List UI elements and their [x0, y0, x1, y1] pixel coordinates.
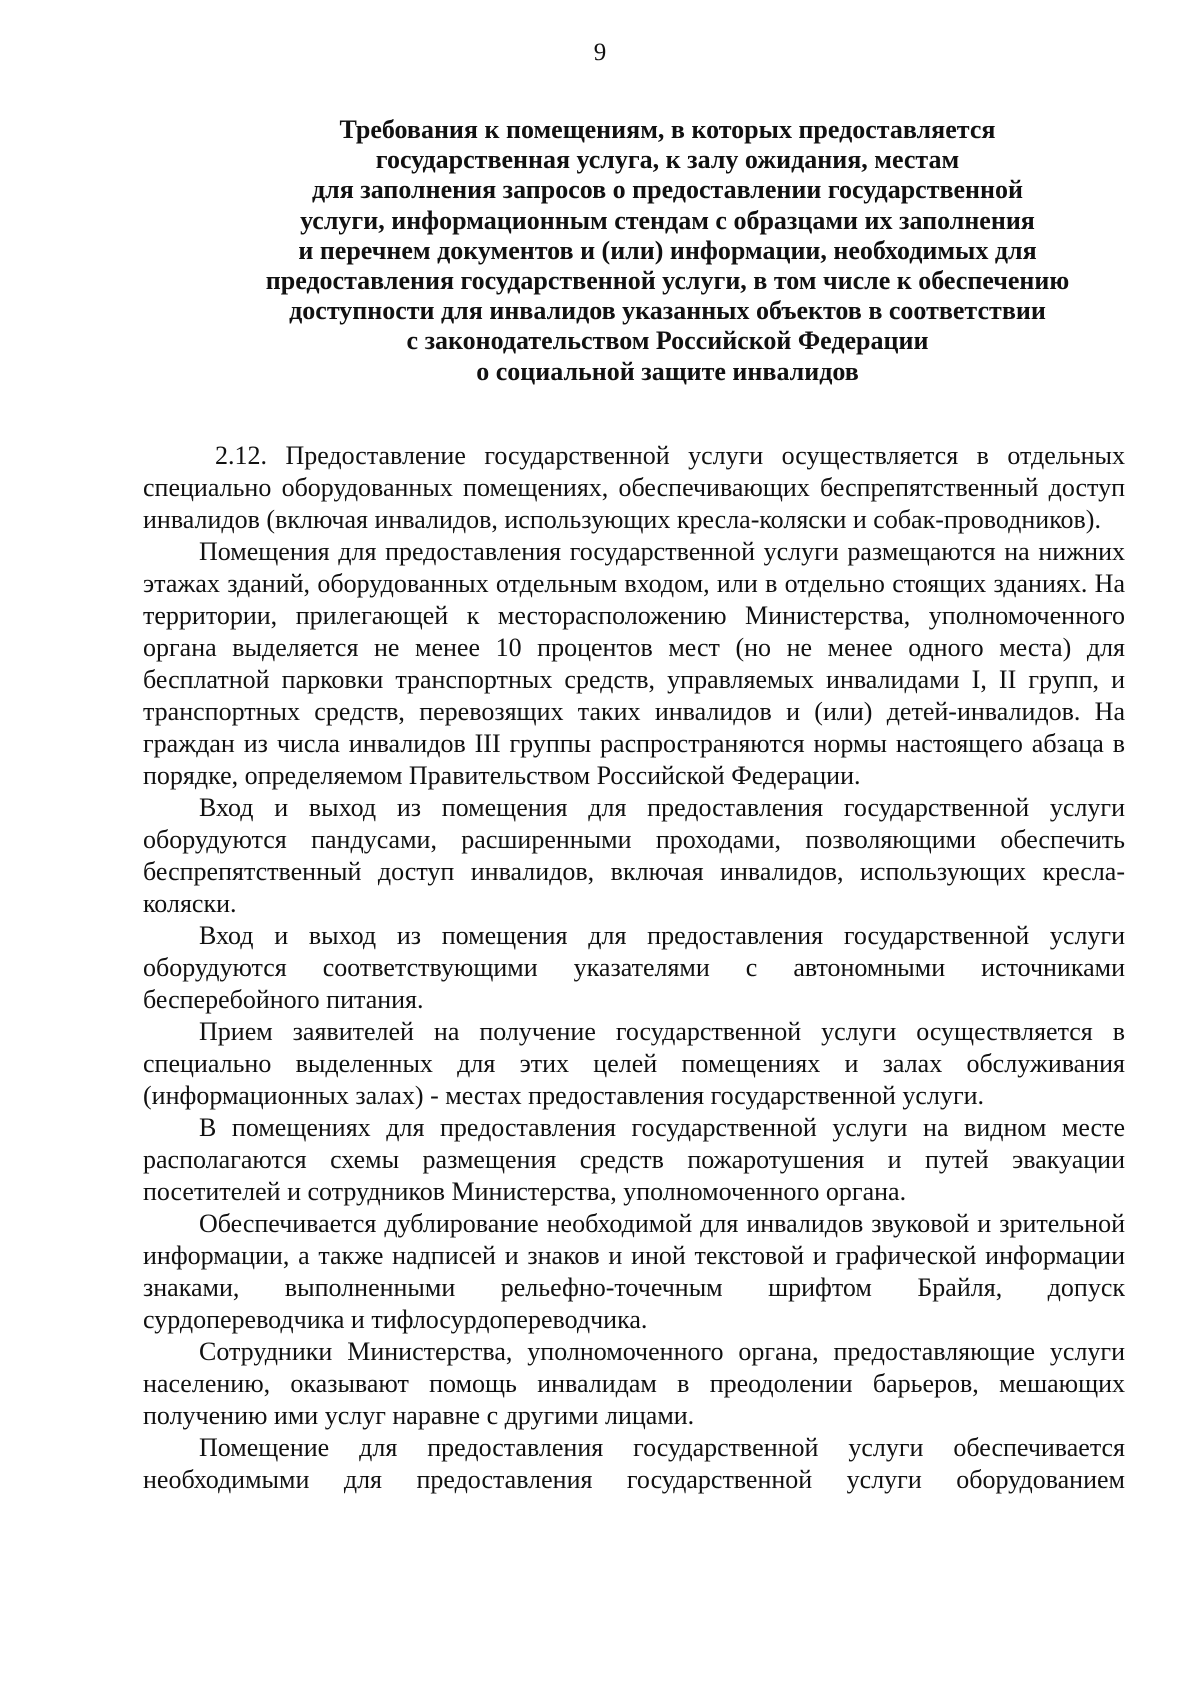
- paragraph-reception: Прием заявителей на получение государственной услуги осуществляется в специально выделенных для этих целей помещениях и залах обслуживания (информационных залах) - местах предоставления государственной услуги.: [143, 1017, 1125, 1110]
- paragraph-staff-assistance: Сотрудники Министерства, уполномоченного органа, предоставляющие услуги населению, оказывают помощь инвалидам в преодолении барьеров, мешающих получению ими услуг наравне с другими лицами.: [143, 1337, 1125, 1430]
- paragraph-entrance-signs: Вход и выход из помещения для предоставления государственной услуги оборудуются соответствующими указателями с автономными источниками бесперебойного питания.: [143, 921, 1125, 1014]
- paragraph-equipment: Помещение для предоставления государственной услуги обеспечивается необходимыми для предоставления государственной услуги оборудованием: [143, 1433, 1125, 1494]
- paragraph-braille-duplication: Обеспечивается дублирование необходимой для инвалидов звуковой и зрительной информации, а также надписей и знаков и иной текстовой и графической информации знаками, выполненными рельефно-точечным шрифтом Брайля, допуск сурдопереводчика и тифлосурдопереводчика.: [143, 1209, 1125, 1334]
- heading-line: предоставления государственной услуги, в том числе к обеспечению: [265, 266, 1070, 296]
- heading-line: о социальной защите инвалидов: [476, 356, 859, 386]
- paragraph-premises-location: Помещения для предоставления государственной услуги размещаются на нижних этажах зданий, оборудованных отдельным входом, или в отдельно стоящих зданиях. На территории, прилегающей к месторасположению Министерства, уполномоченного органа выделяется не менее 10 процентов мест (но не менее одного места) для бесплатной парковки транспортных средств, управляемых инвалидами I, II групп, и транспортных средств, перевозящих таких инвалидов и (или) детей-инвалидов. На граждан из числа инвалидов III группы распространяются нормы настоящего абзаца в порядке, определяемом Правительством Российской Федерации.: [143, 537, 1125, 790]
- page-number: 9: [593, 39, 607, 66]
- heading-line: и перечнем документов и (или) информации, необходимых для: [298, 235, 1037, 265]
- section-heading: [140, 115, 1195, 387]
- heading-line: Требования к помещениям, в которых предоставляется: [339, 115, 996, 144]
- heading-line: доступности для инвалидов указанных объектов в соответствии: [289, 296, 1046, 326]
- document-body: [143, 440, 1125, 1496]
- paragraph-entrance-ramps: Вход и выход из помещения для предоставления государственной услуги оборудуются пандусами, расширенными проходами, позволяющими обеспечить беспрепятственный доступ инвалидов, включая инвалидов, использующих кресла-коляски.: [143, 793, 1125, 918]
- heading-line: для заполнения запросов о предоставлении государственной: [311, 175, 1023, 205]
- paragraph-evacuation-schemes: В помещениях для предоставления государственной услуги на видном месте располагаются схемы размещения средств пожаротушения и путей эвакуации посетителей и сотрудников Министерства, уполномоченного органа.: [143, 1113, 1125, 1206]
- heading-line: услуги, информационным стендам с образцами их заполнения: [300, 205, 1035, 235]
- heading-line: с законодательством Российской Федерации: [406, 326, 929, 356]
- heading-line: государственная услуга, к залу ожидания, местам: [375, 145, 960, 175]
- paragraph-2-12: 2.12. Предоставление государственной услуги осуществляется в отдельных специально оборудованных помещениях, обеспечивающих беспрепятственный доступ инвалидов (включая инвалидов, использующих кресла-коляски и собак-проводников).: [143, 441, 1125, 534]
